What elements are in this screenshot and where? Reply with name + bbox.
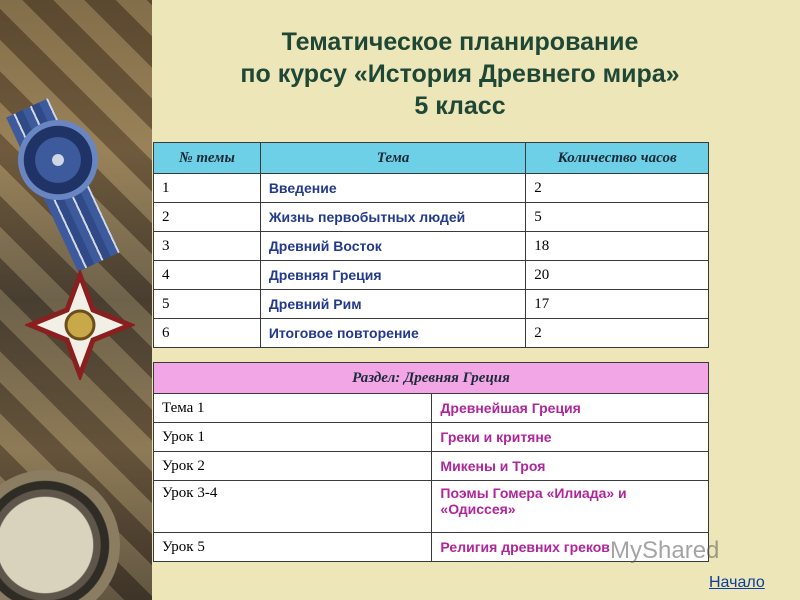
topic-number: 4 <box>154 261 261 290</box>
column-header-number: № темы <box>154 143 261 174</box>
topic-name: Древняя Греция <box>260 261 525 290</box>
table-row <box>154 232 709 261</box>
topic-hours: 17 <box>526 290 709 319</box>
topic-hours: 18 <box>526 232 709 261</box>
topic-hours: 2 <box>526 319 709 348</box>
topic-name: Древний Восток <box>260 232 525 261</box>
compass-decoration <box>0 470 120 600</box>
topic-hours: 5 <box>526 203 709 232</box>
lesson-topic: Древнейшая Греция <box>432 394 709 423</box>
topic-number: 5 <box>154 290 261 319</box>
topic-name: Древний Рим <box>260 290 525 319</box>
section-header-row <box>154 363 709 394</box>
lesson-label: Урок 2 <box>154 452 432 481</box>
table-row <box>154 423 709 452</box>
table-row <box>154 394 709 423</box>
topic-name: Введение <box>260 174 525 203</box>
title-line-2: по курсу «История Древнего мира» <box>240 60 680 88</box>
topic-name: Итоговое повторение <box>260 319 525 348</box>
topics-table <box>153 142 709 348</box>
table-row <box>154 174 709 203</box>
page-title <box>160 26 760 122</box>
lesson-topic: Греки и критяне <box>432 423 709 452</box>
table-row <box>154 481 709 533</box>
topic-number: 3 <box>154 232 261 261</box>
watermark-logo <box>610 537 719 565</box>
lesson-label: Тема 1 <box>154 394 432 423</box>
table-row <box>154 452 709 481</box>
table-row <box>154 203 709 232</box>
table-row <box>154 319 709 348</box>
column-header-topic: Тема <box>260 143 525 174</box>
table-row <box>154 261 709 290</box>
topic-number: 6 <box>154 319 261 348</box>
topic-hours: 20 <box>526 261 709 290</box>
lesson-topic: Религия древних греков <box>432 533 709 562</box>
section-table <box>153 362 709 562</box>
topic-number: 1 <box>154 174 261 203</box>
title-line-3: 5 класс <box>414 92 506 120</box>
rosette-decoration <box>18 120 98 200</box>
column-header-hours: Количество часов <box>526 143 709 174</box>
lesson-topic: Микены и Троя <box>432 452 709 481</box>
table-row <box>154 290 709 319</box>
topic-hours: 2 <box>526 174 709 203</box>
title-line-1: Тематическое планирование <box>281 28 639 56</box>
lesson-label: Урок 3-4 <box>154 481 432 533</box>
lesson-label: Урок 1 <box>154 423 432 452</box>
start-link[interactable]: Начало <box>709 574 765 591</box>
watermark-text: MyShared <box>610 537 720 564</box>
topic-number: 2 <box>154 203 261 232</box>
lesson-topic: Поэмы Гомера «Илиада» и «Одиссея» <box>432 481 709 533</box>
section-header: Раздел: Древняя Греция <box>154 363 709 394</box>
decorative-medals-image <box>0 0 152 600</box>
topic-name: Жизнь первобытных людей <box>260 203 525 232</box>
lesson-label: Урок 5 <box>154 533 432 562</box>
order-cross-icon <box>25 270 135 380</box>
table-header-row <box>154 143 709 174</box>
